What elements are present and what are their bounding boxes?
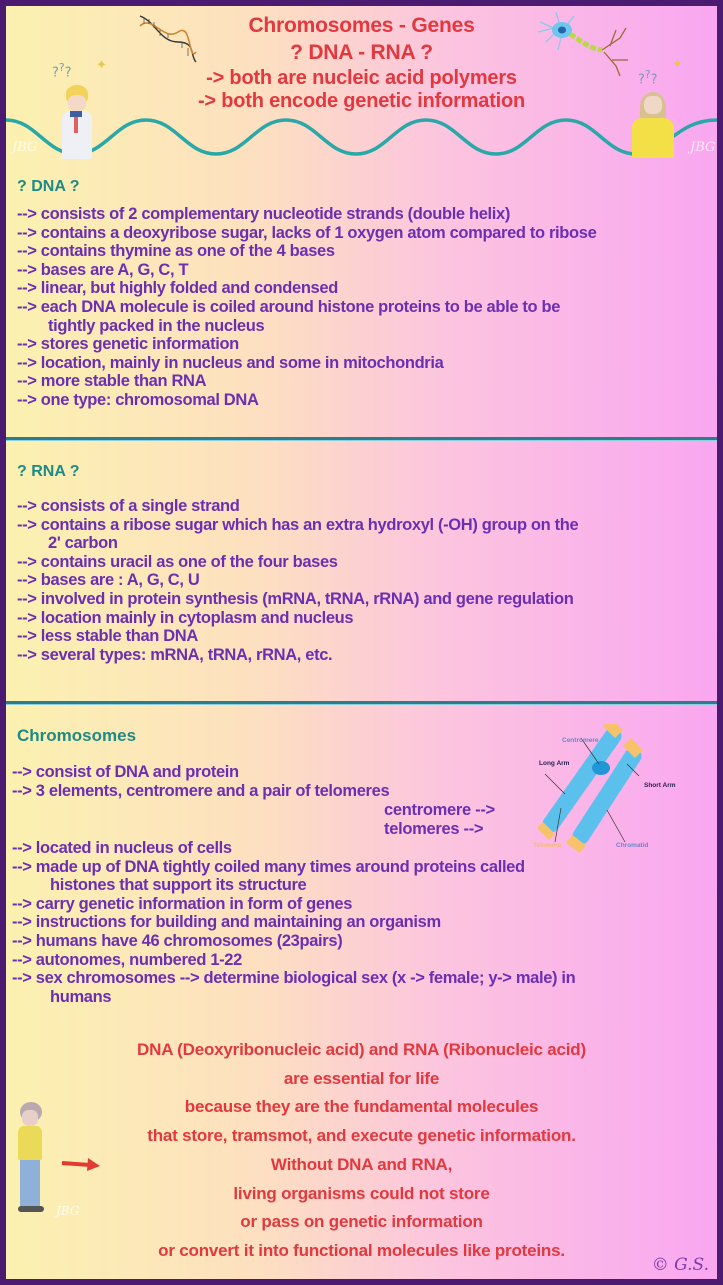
conclusion-line: or convert it into functional molecules like proteins. <box>158 1240 565 1260</box>
conclusion-line: living organisms could not store <box>233 1183 490 1203</box>
telomeres-pointer: telomeres --> <box>384 820 484 838</box>
question-marks-icon: ??? <box>638 68 658 88</box>
question-marks-icon: ??? <box>52 61 72 81</box>
chromosome-fact: --> consist of DNA and protein <box>12 763 239 781</box>
wave-decoration <box>6 106 717 166</box>
conclusion-line: DNA (Deoxyribonucleic acid) and RNA (Ribonucleic acid) <box>137 1040 586 1059</box>
chromosomes-facts-bottom <box>12 839 575 1006</box>
long-arm-label: Long Arm <box>539 760 570 767</box>
dna-fact: --> linear, but highly folded and condensed <box>17 279 338 298</box>
title-line-3: -> both are nucleic acid polymers <box>206 67 517 89</box>
conclusion-line: because they are the fundamental molecules <box>184 1097 539 1117</box>
dna-fact: --> more stable than RNA <box>17 372 207 391</box>
centromere-label: Centromere <box>562 737 599 744</box>
short-arm-label: Short Arm <box>644 782 676 789</box>
confused-girl-illustration <box>624 56 684 162</box>
chromosome-fact: --> carry genetic information in form of genes <box>12 894 353 913</box>
chromosome-fact: --> sex chromosomes --> determine biological sex (x -> female; y-> male) in <box>12 969 576 988</box>
conclusion-line: Without DNA and RNA, <box>270 1154 453 1174</box>
conclusion-line: or pass on genetic information <box>240 1212 483 1232</box>
chromatid-label: Chromatid <box>616 842 649 849</box>
rna-fact: --> location mainly in cytoplasm and nucleus <box>17 608 354 627</box>
chromosomes-section-title: Chromosomes <box>17 726 137 745</box>
conclusion-line: are essential for life <box>283 1068 440 1088</box>
dna-fact: --> location, mainly in nucleus and some in mitochondria <box>17 353 444 372</box>
artist-watermark-right: JBG <box>690 140 716 155</box>
title-line-2: ? DNA - RNA ? <box>290 41 433 64</box>
rna-fact: --> several types: mRNA, tRNA, rRNA, etc. <box>17 645 333 664</box>
conclusion-line: that store, tramsmot, and execute genetic information. <box>147 1126 576 1146</box>
title-line-4: -> both encode genetic information <box>197 90 526 112</box>
dna-fact: --> one type: chromosomal DNA <box>17 390 259 409</box>
rna-fact: --> less stable than DNA <box>17 627 198 646</box>
dna-fact: --> contains a deoxyribose sugar, lacks of 1 oxygen atom compared to ribose <box>17 223 597 242</box>
dna-fact: --> contains thymine as one of the 4 bases <box>17 242 335 261</box>
confused-boy-illustration <box>48 57 107 161</box>
dna-fact: --> each DNA molecule is coiled around histone proteins to be able to be <box>17 297 561 316</box>
section-divider <box>6 437 717 440</box>
chromosome-fact: --> humans have 46 chromosomes (23pairs) <box>12 931 343 950</box>
telomere-label: Telomere <box>533 842 562 849</box>
header-banner <box>6 6 717 158</box>
chromosome-fact: --> located in nucleus of cells <box>12 839 232 857</box>
section-divider <box>6 701 717 704</box>
sparkle-icon: ✦ <box>96 57 107 72</box>
dna-section-title: ? DNA ? <box>17 178 80 195</box>
rna-fact: --> bases are : A, G, C, U <box>17 571 200 590</box>
chromosomes-facts-top <box>12 763 389 800</box>
rna-fact: --> contains a ribose sugar which has an extra hydroxyl (-OH) group on the <box>17 515 579 534</box>
dna-fact: --> bases are A, G, C, T <box>17 260 189 279</box>
dna-fact-continuation: tightly packed in the nucleus <box>48 316 265 335</box>
red-arrow-icon <box>62 1156 102 1172</box>
dna-fact: --> stores genetic information <box>17 335 239 354</box>
chromosome-fact: --> instructions for building and maintaining an organism <box>12 913 441 932</box>
rna-fact: --> involved in protein synthesis (mRNA, tRNA, rRNA) and gene regulation <box>17 589 574 608</box>
artist-watermark-footer: JBG <box>56 1204 80 1218</box>
chromosome-fact: --> 3 elements, centromere and a pair of telomeres <box>12 781 390 800</box>
chromosome-fact-continuation: humans <box>50 987 112 1006</box>
artist-watermark-left: JBG <box>12 140 38 155</box>
chromosome-fact: --> made up of DNA tightly coiled many times around proteins called <box>12 857 525 876</box>
infographic-canvas <box>6 6 717 1279</box>
conclusion-text <box>6 1036 717 1266</box>
title-line-1: Chromosomes - Genes <box>248 14 475 37</box>
rna-fact: --> consists of a single strand <box>17 497 240 515</box>
chromosome-diagram <box>521 724 681 854</box>
chromosome-fact: --> autonomes, numbered 1-22 <box>12 950 242 969</box>
copyright-signature: © G.S. <box>651 1255 709 1275</box>
sparkle-icon: ✦ <box>672 56 683 71</box>
rna-facts-list <box>17 497 578 664</box>
old-man-illustration <box>14 1102 50 1214</box>
centromere-pointer: centromere --> <box>384 801 495 819</box>
rna-fact-continuation: 2' carbon <box>48 534 118 553</box>
chromosome-fact-continuation: histones that support its structure <box>50 876 307 895</box>
dna-fact: --> consists of 2 complementary nucleotide strands (double helix) <box>17 205 510 223</box>
rna-section-title: ? RNA ? <box>17 463 80 480</box>
rna-fact: --> contains uracil as one of the four bases <box>17 552 338 571</box>
dna-facts-list <box>17 205 596 410</box>
